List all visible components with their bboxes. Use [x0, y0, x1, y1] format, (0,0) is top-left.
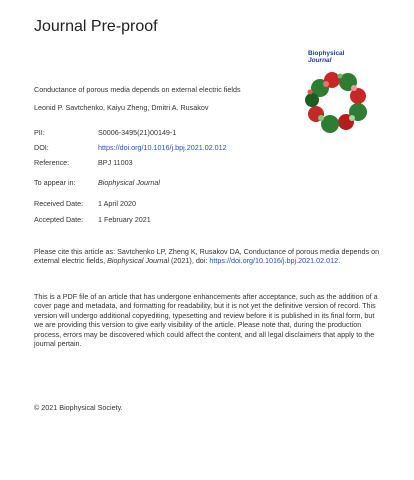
citation-middle: (2021), doi: — [169, 256, 210, 266]
citation-prefix: Please cite this article as: Savtchenko LP, Zheng K, Rusakov DA, Conductance of porous media depends on external electric fields, — [34, 247, 380, 266]
article-title: Conductance of porous media depends on external electric fields — [34, 85, 241, 94]
citation-doi-link[interactable]: https://doi.org/10.1016/j.bpj.2021.02.012 — [209, 256, 339, 266]
citation-journal: Biophysical Journal — [107, 256, 170, 266]
cover-image-icon — [300, 50, 376, 140]
doi-link[interactable]: https://doi.org/10.1016/j.bpj.2021.02.012 — [98, 143, 227, 152]
accepted-date-value: 1 February 2021 — [98, 215, 151, 224]
page-title: Journal Pre-proof — [34, 18, 158, 35]
article-authors: Leonid P. Savtchenko, Kaiyu Zheng, Dmitri A. Rusakov — [34, 103, 209, 112]
appear-in-label: To appear in: — [34, 178, 76, 187]
logo-line-1: Biophysical — [308, 50, 345, 57]
appear-in-value: Biophysical Journal — [98, 178, 160, 187]
pii-label: PII: — [34, 128, 45, 137]
citation-paragraph — [34, 247, 384, 266]
received-date-value: 1 April 2020 — [98, 199, 136, 208]
logo-line-2: Journal — [308, 57, 332, 64]
reference-value: BPJ 11003 — [98, 158, 133, 167]
journal-logo — [300, 50, 376, 140]
preproof-notice: This is a PDF file of an article that has undergone enhancements after acceptance, such as the addition of a cover page and metadata, and formatting for readability, but it is not yet the definitive version of record. This version will undergo additional copyediting, typesetting and review before it is published in its final form, but we are providing this version to give early visibility of the article. Please note that, during the production process, errors may be discovered which could affect the content, and all legal disclaimers that apply to the journal pertain. — [34, 292, 378, 349]
citation-suffix: . — [338, 256, 341, 266]
pii-value: S0006-3495(21)00149-1 — [98, 128, 177, 137]
copyright-notice: © 2021 Biophysical Society. — [34, 403, 123, 412]
reference-label: Reference: — [34, 158, 70, 167]
accepted-date-label: Accepted Date: — [34, 215, 84, 224]
received-date-label: Received Date: — [34, 199, 84, 208]
doi-label: DOI: — [34, 143, 49, 152]
